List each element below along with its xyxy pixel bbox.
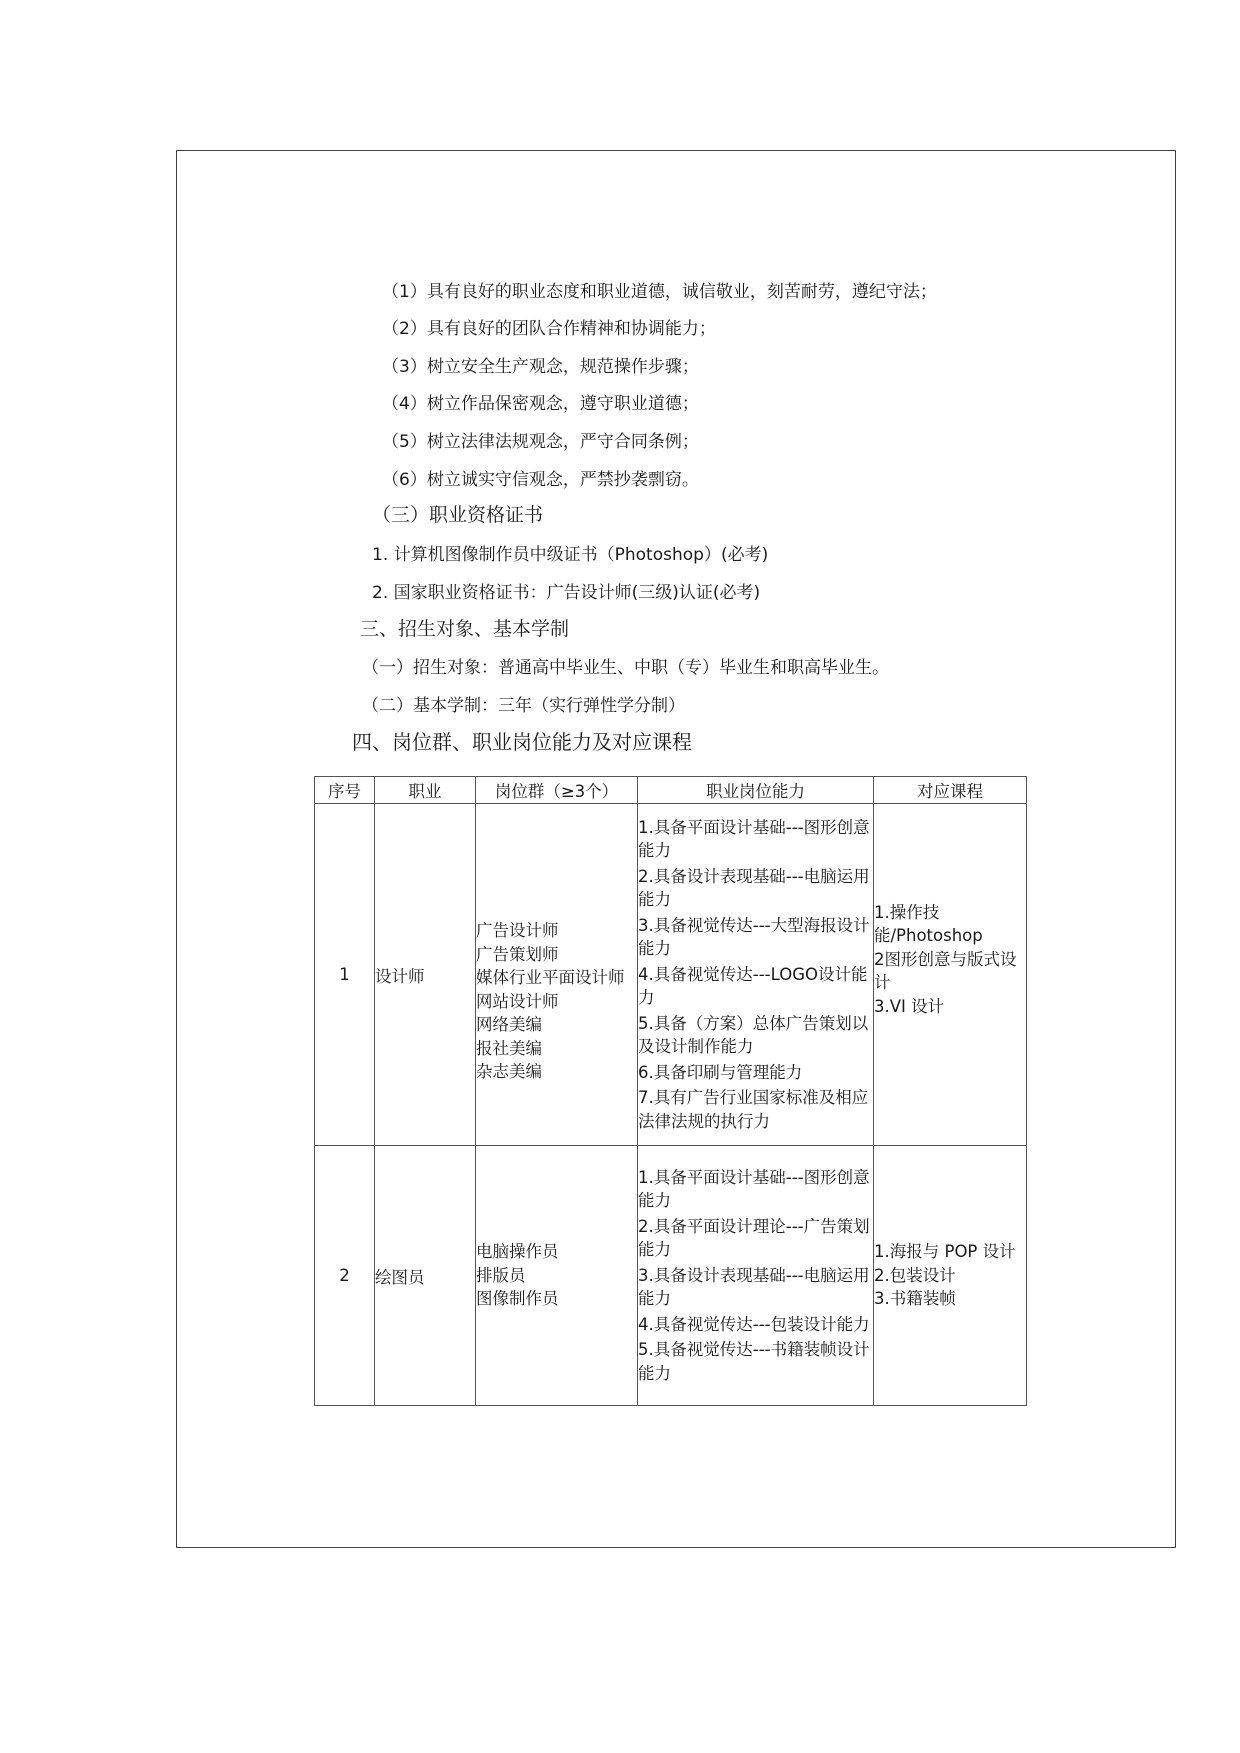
ability-item: 2.具备平面设计理论---广告策划能力	[638, 1216, 870, 1260]
row-abilities	[638, 804, 874, 1146]
group-item: 媒体行业平面设计师	[476, 968, 625, 988]
enrollment-target: （一）招生对象：普通高中毕业生、中职（专）毕业生和职高毕业生。	[362, 658, 889, 678]
course-item: 3.书籍装帧	[874, 1289, 956, 1309]
row-courses	[874, 804, 1027, 1146]
enrollment-duration: （二）基本学制：三年（实行弹性学分制）	[362, 696, 685, 716]
row-groups	[476, 1146, 638, 1406]
table-heading: 四、岗位群、职业岗位能力及对应课程	[352, 730, 692, 754]
quality-item-6: （6）树立诚实守信观念，严禁抄袭剽窃。	[382, 470, 699, 490]
course-item: 2.包装设计	[874, 1265, 956, 1285]
enrollment-heading: 三、招生对象、基本学制	[360, 618, 570, 640]
quality-item-4: （4）树立作品保密观念，遵守职业道德；	[382, 394, 699, 414]
group-item: 广告策划师	[476, 944, 559, 964]
table-row	[315, 804, 1027, 1146]
table-row	[315, 1146, 1027, 1406]
ability-item: 5.具备视觉传达---书籍装帧设计能力	[638, 1340, 870, 1383]
group-item: 排版员	[476, 1265, 526, 1285]
row-courses	[874, 1146, 1027, 1406]
row-groups	[476, 804, 638, 1146]
ability-item: 5.具备（方案）总体广告策划以及设计制作能力	[638, 1013, 869, 1057]
header-courses: 对应课程	[874, 777, 1027, 804]
group-item: 广告设计师	[476, 921, 559, 941]
ability-item: 1.具备平面设计基础---图形创意能力	[638, 1167, 870, 1211]
ability-item: 4.具备视觉传达---LOGO设计能力	[638, 964, 868, 1008]
certificates-heading: （三）职业资格证书	[372, 504, 544, 526]
certificate-1: 1. 计算机图像制作员中级证书（Photoshop）(必考)	[372, 545, 769, 565]
group-item: 杂志美编	[476, 1062, 542, 1082]
quality-item-3: （3）树立安全生产观念，规范操作步骤；	[382, 357, 699, 377]
table-header-row	[315, 777, 1027, 804]
ability-item: 1.具备平面设计基础---图形创意能力	[638, 817, 870, 861]
row-job: 设计师	[375, 804, 476, 1146]
ability-item: 4.具备视觉传达---包装设计能力	[638, 1314, 870, 1334]
group-item: 网络美编	[476, 1015, 542, 1035]
ability-item: 6.具备印刷与管理能力	[638, 1062, 803, 1082]
quality-item-1: （1）具有良好的职业态度和职业道德，诚信敬业，刻苦耐劳，遵纪守法；	[382, 282, 937, 302]
job-ability-table	[314, 776, 1027, 1406]
quality-item-5: （5）树立法律法规观念，严守合同条例；	[382, 432, 699, 452]
course-item: 3.VI 设计	[874, 996, 945, 1016]
row-number: 1	[315, 804, 375, 1146]
course-item: 1.操作技能/Photoshop	[874, 902, 983, 946]
row-number: 2	[315, 1146, 375, 1406]
header-groups: 岗位群（≥3个）	[476, 777, 638, 804]
course-item: 1.海报与 POP 设计	[874, 1242, 1016, 1262]
quality-item-2: （2）具有良好的团队合作精神和协调能力；	[382, 319, 716, 339]
ability-item: 2.具备设计表现基础---电脑运用能力	[638, 866, 870, 910]
certificate-2: 2. 国家职业资格证书：广告设计师(三级)认证(必考)	[372, 583, 761, 603]
course-item: 2图形创意与版式设计	[874, 949, 1017, 993]
row-job: 绘图员	[375, 1146, 476, 1406]
group-item: 网站设计师	[476, 991, 559, 1011]
ability-item: 7.具有广告行业国家标准及相应法律法规的执行力	[638, 1088, 869, 1131]
group-item: 图像制作员	[476, 1289, 559, 1309]
group-item: 报社美编	[476, 1038, 542, 1058]
row-abilities	[638, 1146, 874, 1406]
group-item: 电脑操作员	[476, 1242, 559, 1262]
header-job: 职业	[375, 777, 476, 804]
header-num: 序号	[315, 777, 375, 804]
ability-item: 3.具备设计表现基础---电脑运用能力	[638, 1265, 870, 1309]
ability-item: 3.具备视觉传达---大型海报设计能力	[638, 915, 870, 959]
header-abilities: 职业岗位能力	[638, 777, 874, 804]
